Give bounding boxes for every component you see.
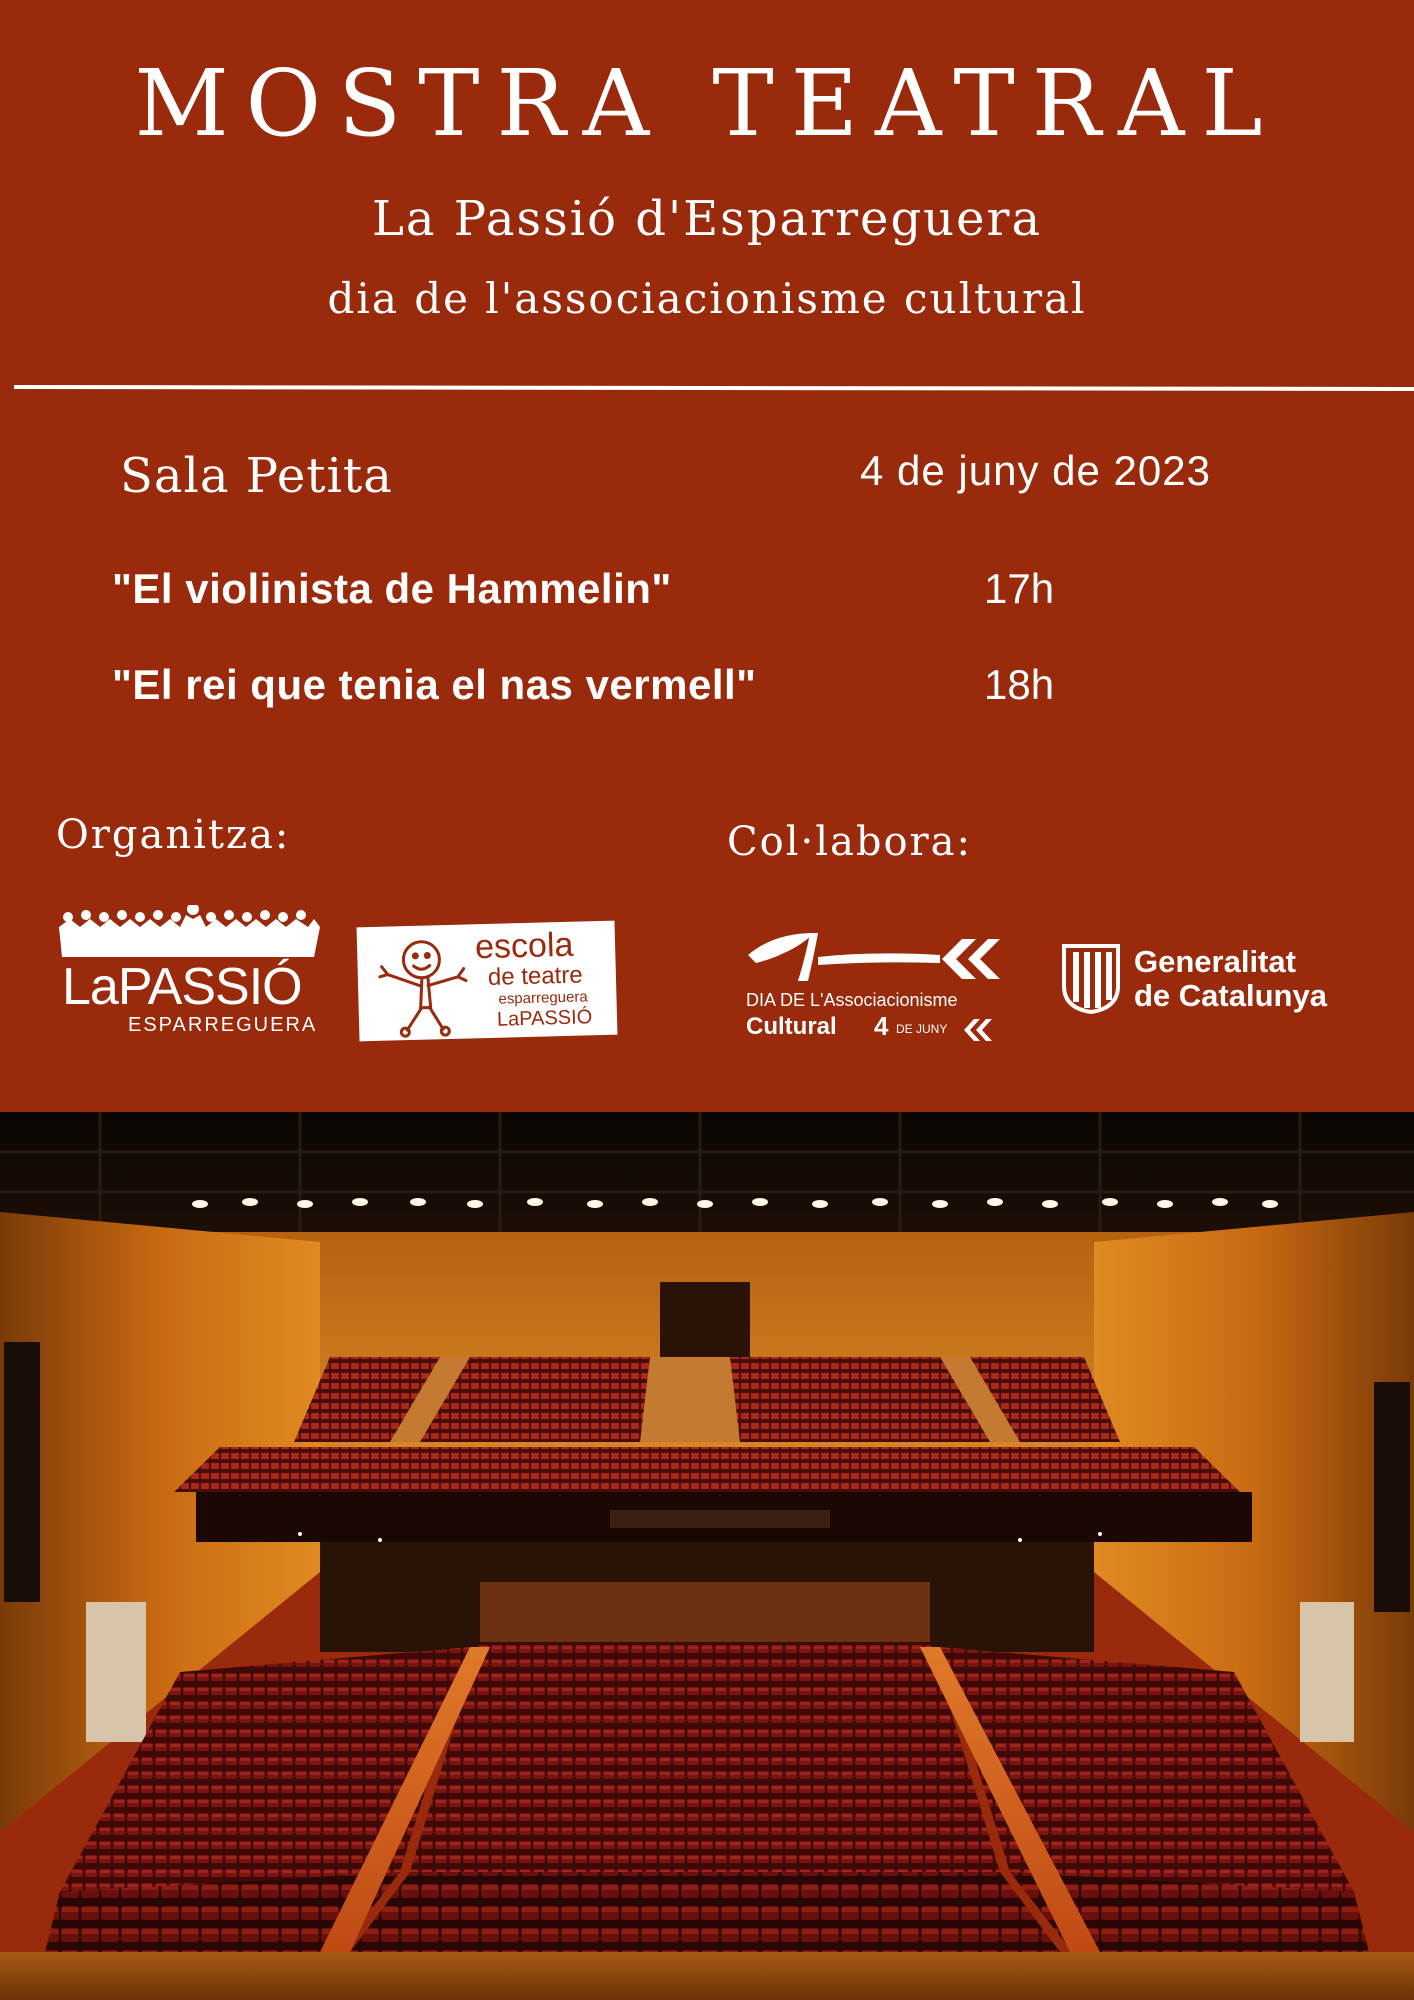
show-title: "El violinista de Hammelin" — [112, 565, 672, 612]
escola-logo-line2: de teatre — [487, 961, 583, 991]
show-title: "El rei que tenia el nas vermell" — [112, 661, 757, 708]
venue-name: Sala Petita — [120, 448, 393, 504]
associacionisme-logo — [744, 925, 1000, 1043]
escola-logo-line3: esparreguera — [498, 988, 588, 1008]
lapassio-logo — [56, 905, 320, 1040]
child-drawing-icon — [357, 925, 470, 1042]
associacionisme-logo-line1: DIA DE L'Associacionisme — [746, 990, 958, 1010]
generalitat-logo — [1060, 940, 1360, 1020]
show-time: 17h — [984, 565, 1055, 612]
event-tagline: dia de l'associacionisme cultural — [327, 274, 1087, 323]
senyera-shield-icon — [1060, 942, 1122, 1014]
lapassio-logo-text: LaPASSIÓ — [62, 958, 302, 1016]
lapassio-logo-subtext: ESPARREGUERA — [128, 1014, 318, 1036]
generalitat-logo-line1: Generalitat — [1134, 944, 1296, 979]
escola-logo-line1: escola — [474, 925, 574, 967]
organizer-label: Organitza: — [56, 812, 291, 858]
brushstroke-icon — [744, 925, 1000, 987]
company-name: La Passió d'Esparreguera — [371, 191, 1043, 247]
associacionisme-logo-day: 4 — [874, 1011, 889, 1041]
associacionisme-logo-month: DE JUNY — [896, 1022, 948, 1036]
event-date: 4 de juny de 2023 — [860, 447, 1211, 494]
generalitat-logo-line2: de Catalunya — [1134, 978, 1327, 1013]
double-chevron-icon — [960, 1019, 994, 1041]
escola-teatre-logo — [357, 921, 618, 1042]
divider-line — [14, 384, 1414, 392]
show-time: 18h — [984, 661, 1055, 708]
theater-hall-photo — [0, 1112, 1414, 2000]
associacionisme-logo-line2: Cultural — [746, 1013, 837, 1040]
collaborator-label: Col·labora: — [727, 819, 972, 865]
poster-title: MOSTRA TEATRAL — [134, 50, 1280, 157]
escola-logo-line4: LaPASSIÓ — [496, 1006, 593, 1031]
